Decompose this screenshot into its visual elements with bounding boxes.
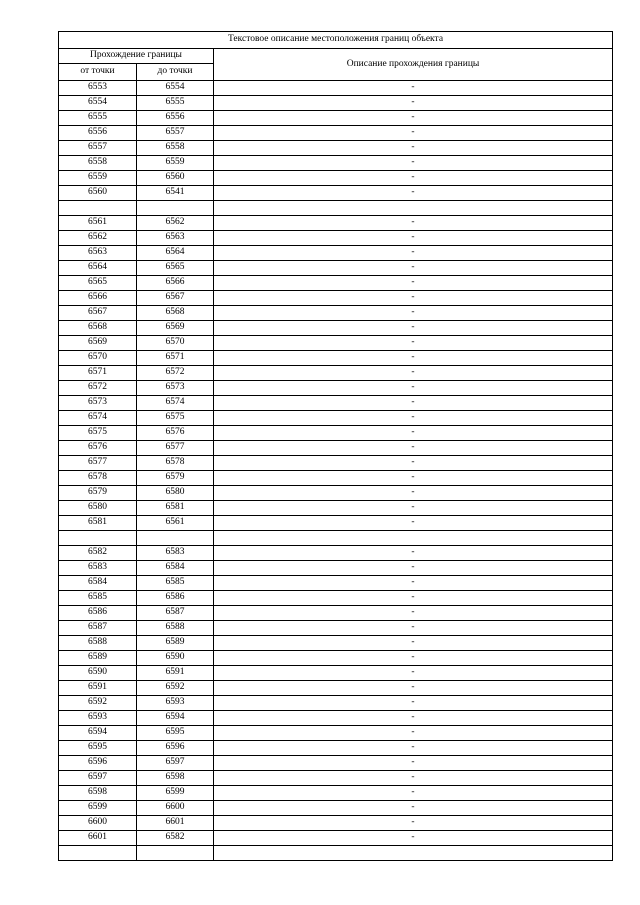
to-point-header: до точки xyxy=(137,64,214,81)
description-cell: - xyxy=(214,516,613,531)
description-cell: - xyxy=(214,81,613,96)
table-row xyxy=(59,831,613,846)
description-cell: - xyxy=(214,291,613,306)
from-point-cell: 6563 xyxy=(59,246,137,261)
table-row xyxy=(59,651,613,666)
from-point-cell: 6595 xyxy=(59,741,137,756)
table-row xyxy=(59,456,613,471)
from-point-cell: 6560 xyxy=(59,186,137,201)
description-cell: - xyxy=(214,381,613,396)
description-cell: - xyxy=(214,636,613,651)
to-point-cell: 6577 xyxy=(137,441,214,456)
from-point-cell: 6585 xyxy=(59,591,137,606)
from-point-cell: 6597 xyxy=(59,771,137,786)
description-cell: - xyxy=(214,321,613,336)
table-row xyxy=(59,801,613,816)
from-point-cell: 6556 xyxy=(59,126,137,141)
to-point-cell: 6541 xyxy=(137,186,214,201)
table-row xyxy=(59,756,613,771)
from-point-cell: 6586 xyxy=(59,606,137,621)
description-cell: - xyxy=(214,681,613,696)
description-cell: - xyxy=(214,336,613,351)
from-point-cell: 6582 xyxy=(59,546,137,561)
to-point-cell: 6588 xyxy=(137,621,214,636)
description-cell: - xyxy=(214,261,613,276)
from-point-cell: 6590 xyxy=(59,666,137,681)
to-point-cell: 6575 xyxy=(137,411,214,426)
table-row xyxy=(59,381,613,396)
to-point-cell: 6571 xyxy=(137,351,214,366)
table-row xyxy=(59,246,613,261)
table-row xyxy=(59,711,613,726)
from-point-cell: 6567 xyxy=(59,306,137,321)
description-cell: - xyxy=(214,726,613,741)
table-row xyxy=(59,426,613,441)
to-point-cell: 6591 xyxy=(137,666,214,681)
from-point-cell xyxy=(59,201,137,216)
from-point-cell: 6559 xyxy=(59,171,137,186)
to-point-cell: 6564 xyxy=(137,246,214,261)
description-cell: - xyxy=(214,396,613,411)
description-cell: - xyxy=(214,351,613,366)
description-cell: - xyxy=(214,186,613,201)
to-point-cell: 6567 xyxy=(137,291,214,306)
to-point-cell: 6595 xyxy=(137,726,214,741)
table-row xyxy=(59,816,613,831)
description-cell: - xyxy=(214,471,613,486)
from-point-cell: 6596 xyxy=(59,756,137,771)
from-point-cell: 6600 xyxy=(59,816,137,831)
boundary-passage-header: Прохождение границы xyxy=(59,49,214,64)
from-point-cell: 6562 xyxy=(59,231,137,246)
description-cell: - xyxy=(214,126,613,141)
table-row xyxy=(59,156,613,171)
from-point-cell: 6570 xyxy=(59,351,137,366)
to-point-cell: 6586 xyxy=(137,591,214,606)
table-row xyxy=(59,291,613,306)
description-cell: - xyxy=(214,711,613,726)
from-point-cell: 6581 xyxy=(59,516,137,531)
table-row xyxy=(59,666,613,681)
description-cell: - xyxy=(214,621,613,636)
to-point-cell: 6580 xyxy=(137,486,214,501)
table-row xyxy=(59,681,613,696)
from-point-cell: 6573 xyxy=(59,396,137,411)
to-point-cell: 6583 xyxy=(137,546,214,561)
description-cell xyxy=(214,201,613,216)
description-cell: - xyxy=(214,576,613,591)
description-cell: - xyxy=(214,96,613,111)
to-point-cell: 6566 xyxy=(137,276,214,291)
description-cell: - xyxy=(214,156,613,171)
to-point-cell: 6587 xyxy=(137,606,214,621)
from-point-cell xyxy=(59,531,137,546)
to-point-cell: 6598 xyxy=(137,771,214,786)
description-cell: - xyxy=(214,591,613,606)
from-point-cell: 6598 xyxy=(59,786,137,801)
table-row xyxy=(59,351,613,366)
table-row xyxy=(59,366,613,381)
from-point-cell: 6576 xyxy=(59,441,137,456)
table-row xyxy=(59,441,613,456)
table-row xyxy=(59,81,613,96)
to-point-cell: 6599 xyxy=(137,786,214,801)
table-row xyxy=(59,96,613,111)
to-point-cell: 6570 xyxy=(137,336,214,351)
table-row xyxy=(59,396,613,411)
description-cell: - xyxy=(214,786,613,801)
table-row xyxy=(59,306,613,321)
description-cell: - xyxy=(214,246,613,261)
description-cell: - xyxy=(214,426,613,441)
to-point-cell: 6558 xyxy=(137,141,214,156)
to-point-cell: 6561 xyxy=(137,516,214,531)
to-point-cell: 6554 xyxy=(137,81,214,96)
description-cell: - xyxy=(214,216,613,231)
to-point-cell: 6573 xyxy=(137,381,214,396)
description-cell: - xyxy=(214,696,613,711)
from-point-cell: 6575 xyxy=(59,426,137,441)
from-point-cell: 6599 xyxy=(59,801,137,816)
from-point-cell: 6566 xyxy=(59,291,137,306)
from-point-cell: 6594 xyxy=(59,726,137,741)
description-cell: - xyxy=(214,276,613,291)
from-point-cell: 6564 xyxy=(59,261,137,276)
description-cell: - xyxy=(214,231,613,246)
from-point-cell: 6593 xyxy=(59,711,137,726)
table-row xyxy=(59,216,613,231)
from-point-cell: 6569 xyxy=(59,336,137,351)
table-row xyxy=(59,336,613,351)
from-point-cell: 6583 xyxy=(59,561,137,576)
description-cell: - xyxy=(214,141,613,156)
to-point-cell: 6593 xyxy=(137,696,214,711)
description-cell: - xyxy=(214,366,613,381)
table-row xyxy=(59,471,613,486)
table-row xyxy=(59,321,613,336)
description-cell: - xyxy=(214,441,613,456)
table-row xyxy=(59,516,613,531)
to-point-cell: 6574 xyxy=(137,396,214,411)
to-point-cell: 6594 xyxy=(137,711,214,726)
from-point-cell: 6587 xyxy=(59,621,137,636)
from-point-cell: 6561 xyxy=(59,216,137,231)
table-row xyxy=(59,741,613,756)
to-point-cell: 6562 xyxy=(137,216,214,231)
table-row xyxy=(59,141,613,156)
from-point-cell: 6579 xyxy=(59,486,137,501)
to-point-cell: 6581 xyxy=(137,501,214,516)
to-point-cell: 6565 xyxy=(137,261,214,276)
description-cell xyxy=(214,531,613,546)
description-header: Описание прохождения границы xyxy=(214,49,613,81)
table-row xyxy=(59,276,613,291)
from-point-cell: 6601 xyxy=(59,831,137,846)
from-point-cell: 6584 xyxy=(59,576,137,591)
description-cell: - xyxy=(214,546,613,561)
table-row xyxy=(59,591,613,606)
from-point-cell: 6557 xyxy=(59,141,137,156)
table-row xyxy=(59,636,613,651)
table-row xyxy=(59,696,613,711)
table-row xyxy=(59,561,613,576)
to-point-cell: 6589 xyxy=(137,636,214,651)
table-row xyxy=(59,186,613,201)
table-row xyxy=(59,501,613,516)
table-row xyxy=(59,126,613,141)
table-title: Текстовое описание местоположения границ объекта xyxy=(59,32,613,49)
document-page xyxy=(58,31,612,861)
description-cell: - xyxy=(214,831,613,846)
from-point-cell: 6580 xyxy=(59,501,137,516)
to-point-cell: 6572 xyxy=(137,366,214,381)
to-point-cell: 6578 xyxy=(137,456,214,471)
to-point-cell: 6590 xyxy=(137,651,214,666)
to-point-cell: 6600 xyxy=(137,801,214,816)
to-point-cell: 6584 xyxy=(137,561,214,576)
from-point-cell: 6572 xyxy=(59,381,137,396)
from-point-cell: 6568 xyxy=(59,321,137,336)
table-row xyxy=(59,486,613,501)
description-cell: - xyxy=(214,741,613,756)
table-row xyxy=(59,111,613,126)
to-point-cell: 6601 xyxy=(137,816,214,831)
description-cell: - xyxy=(214,606,613,621)
table-row xyxy=(59,786,613,801)
from-point-cell: 6588 xyxy=(59,636,137,651)
from-point-cell xyxy=(59,846,137,861)
from-point-cell: 6577 xyxy=(59,456,137,471)
from-point-cell: 6558 xyxy=(59,156,137,171)
table-header xyxy=(59,32,613,81)
from-point-cell: 6574 xyxy=(59,411,137,426)
description-cell: - xyxy=(214,411,613,426)
description-cell: - xyxy=(214,771,613,786)
table-row xyxy=(59,231,613,246)
to-point-cell: 6557 xyxy=(137,126,214,141)
table-row xyxy=(59,576,613,591)
description-cell: - xyxy=(214,171,613,186)
from-point-cell: 6589 xyxy=(59,651,137,666)
to-point-cell: 6582 xyxy=(137,831,214,846)
from-point-cell: 6578 xyxy=(59,471,137,486)
table-row xyxy=(59,171,613,186)
description-cell xyxy=(214,846,613,861)
table-row xyxy=(59,531,613,546)
description-cell: - xyxy=(214,756,613,771)
to-point-cell: 6576 xyxy=(137,426,214,441)
description-cell: - xyxy=(214,651,613,666)
from-point-cell: 6591 xyxy=(59,681,137,696)
from-point-header: от точки xyxy=(59,64,137,81)
to-point-cell: 6579 xyxy=(137,471,214,486)
to-point-cell xyxy=(137,531,214,546)
from-point-cell: 6592 xyxy=(59,696,137,711)
description-cell: - xyxy=(214,666,613,681)
description-cell: - xyxy=(214,561,613,576)
description-cell: - xyxy=(214,486,613,501)
description-cell: - xyxy=(214,801,613,816)
table-row xyxy=(59,411,613,426)
to-point-cell: 6555 xyxy=(137,96,214,111)
table-row xyxy=(59,726,613,741)
to-point-cell xyxy=(137,201,214,216)
table-row xyxy=(59,606,613,621)
to-point-cell: 6569 xyxy=(137,321,214,336)
description-cell: - xyxy=(214,816,613,831)
to-point-cell xyxy=(137,846,214,861)
to-point-cell: 6560 xyxy=(137,171,214,186)
from-point-cell: 6554 xyxy=(59,96,137,111)
from-point-cell: 6555 xyxy=(59,111,137,126)
to-point-cell: 6556 xyxy=(137,111,214,126)
boundary-description-table xyxy=(58,31,613,861)
description-cell: - xyxy=(214,456,613,471)
table-row xyxy=(59,846,613,861)
table-row xyxy=(59,621,613,636)
to-point-cell: 6563 xyxy=(137,231,214,246)
table-row xyxy=(59,771,613,786)
from-point-cell: 6571 xyxy=(59,366,137,381)
table-row xyxy=(59,201,613,216)
table-row xyxy=(59,261,613,276)
description-cell: - xyxy=(214,501,613,516)
table-body xyxy=(59,81,613,861)
table-row xyxy=(59,546,613,561)
description-cell: - xyxy=(214,111,613,126)
to-point-cell: 6559 xyxy=(137,156,214,171)
to-point-cell: 6596 xyxy=(137,741,214,756)
from-point-cell: 6565 xyxy=(59,276,137,291)
to-point-cell: 6592 xyxy=(137,681,214,696)
description-cell: - xyxy=(214,306,613,321)
from-point-cell: 6553 xyxy=(59,81,137,96)
to-point-cell: 6568 xyxy=(137,306,214,321)
to-point-cell: 6597 xyxy=(137,756,214,771)
to-point-cell: 6585 xyxy=(137,576,214,591)
